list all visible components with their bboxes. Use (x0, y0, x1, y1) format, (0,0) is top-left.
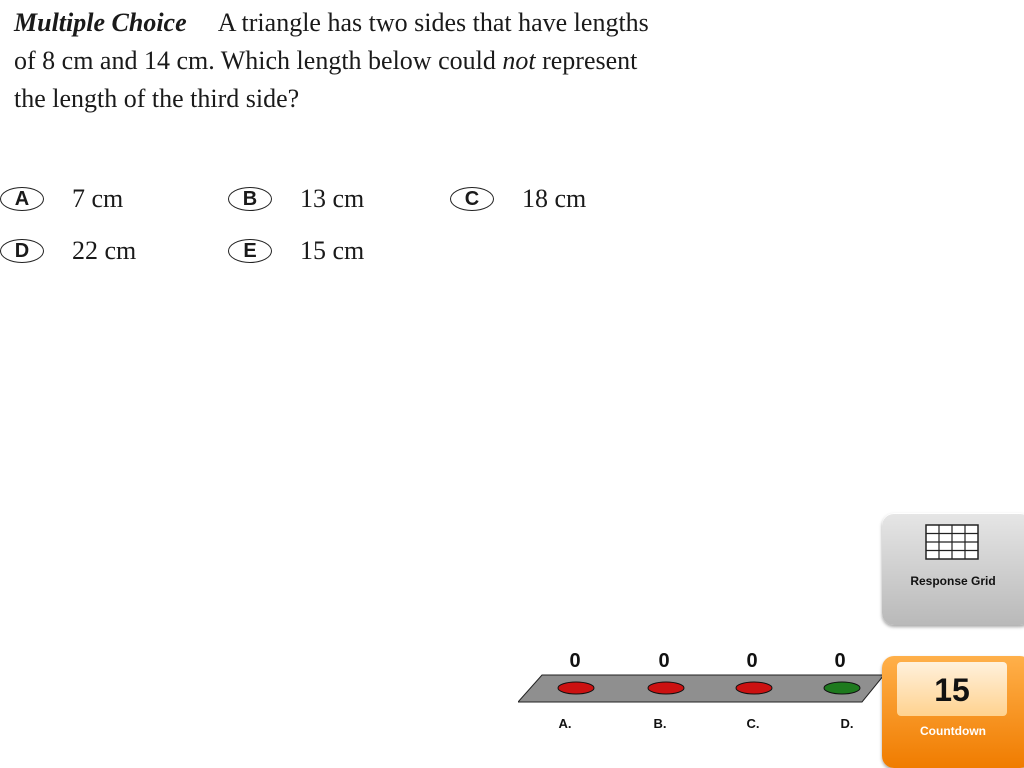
option-a-count: 0 (569, 650, 581, 672)
countdown-button[interactable] (882, 656, 1024, 768)
countdown-label: Countdown (920, 724, 986, 738)
question-body-end: represent the length of the third side? (14, 46, 638, 113)
choice-d-bubble[interactable]: D (0, 239, 44, 263)
choice-e-bubble[interactable]: E (228, 239, 272, 263)
option-c-marker (736, 682, 772, 694)
question-type-label: Multiple Choice (14, 8, 187, 37)
choice-e[interactable] (228, 234, 364, 268)
response-grid-label: Response Grid (910, 574, 996, 588)
choice-b-text: 13 cm (300, 184, 365, 213)
choice-b-bubble[interactable]: B (228, 187, 272, 211)
option-d-label: D. (840, 716, 854, 731)
choice-c[interactable] (450, 182, 586, 216)
option-c-label: C. (746, 716, 760, 731)
choice-a[interactable] (0, 182, 123, 216)
option-d-count: 0 (834, 650, 846, 672)
option-b-marker (648, 682, 684, 694)
option-d-marker (824, 682, 860, 694)
choice-c-text: 18 cm (522, 184, 587, 213)
option-a-marker (558, 682, 594, 694)
choice-a-text: 7 cm (72, 184, 124, 213)
choice-a-bubble[interactable]: A (0, 187, 44, 211)
choice-b[interactable] (228, 182, 364, 216)
choice-d-text: 22 cm (72, 236, 137, 265)
question-body-start: A triangle has two sides that have lengths of 8 cm and 14 cm. Which length below could (14, 8, 649, 75)
countdown-value: 15 (897, 662, 1007, 716)
response-grid-button[interactable] (882, 513, 1024, 625)
choice-c-bubble[interactable]: C (450, 187, 494, 211)
option-b-count: 0 (658, 650, 670, 672)
option-a-label: A. (558, 716, 572, 731)
question-text (14, 4, 654, 118)
grid-icon (925, 524, 979, 560)
question-emphasis: not (502, 46, 536, 75)
option-c-count: 0 (746, 650, 758, 672)
option-b-label: B. (653, 716, 667, 731)
choice-e-text: 15 cm (300, 236, 365, 265)
choice-d[interactable] (0, 234, 136, 268)
